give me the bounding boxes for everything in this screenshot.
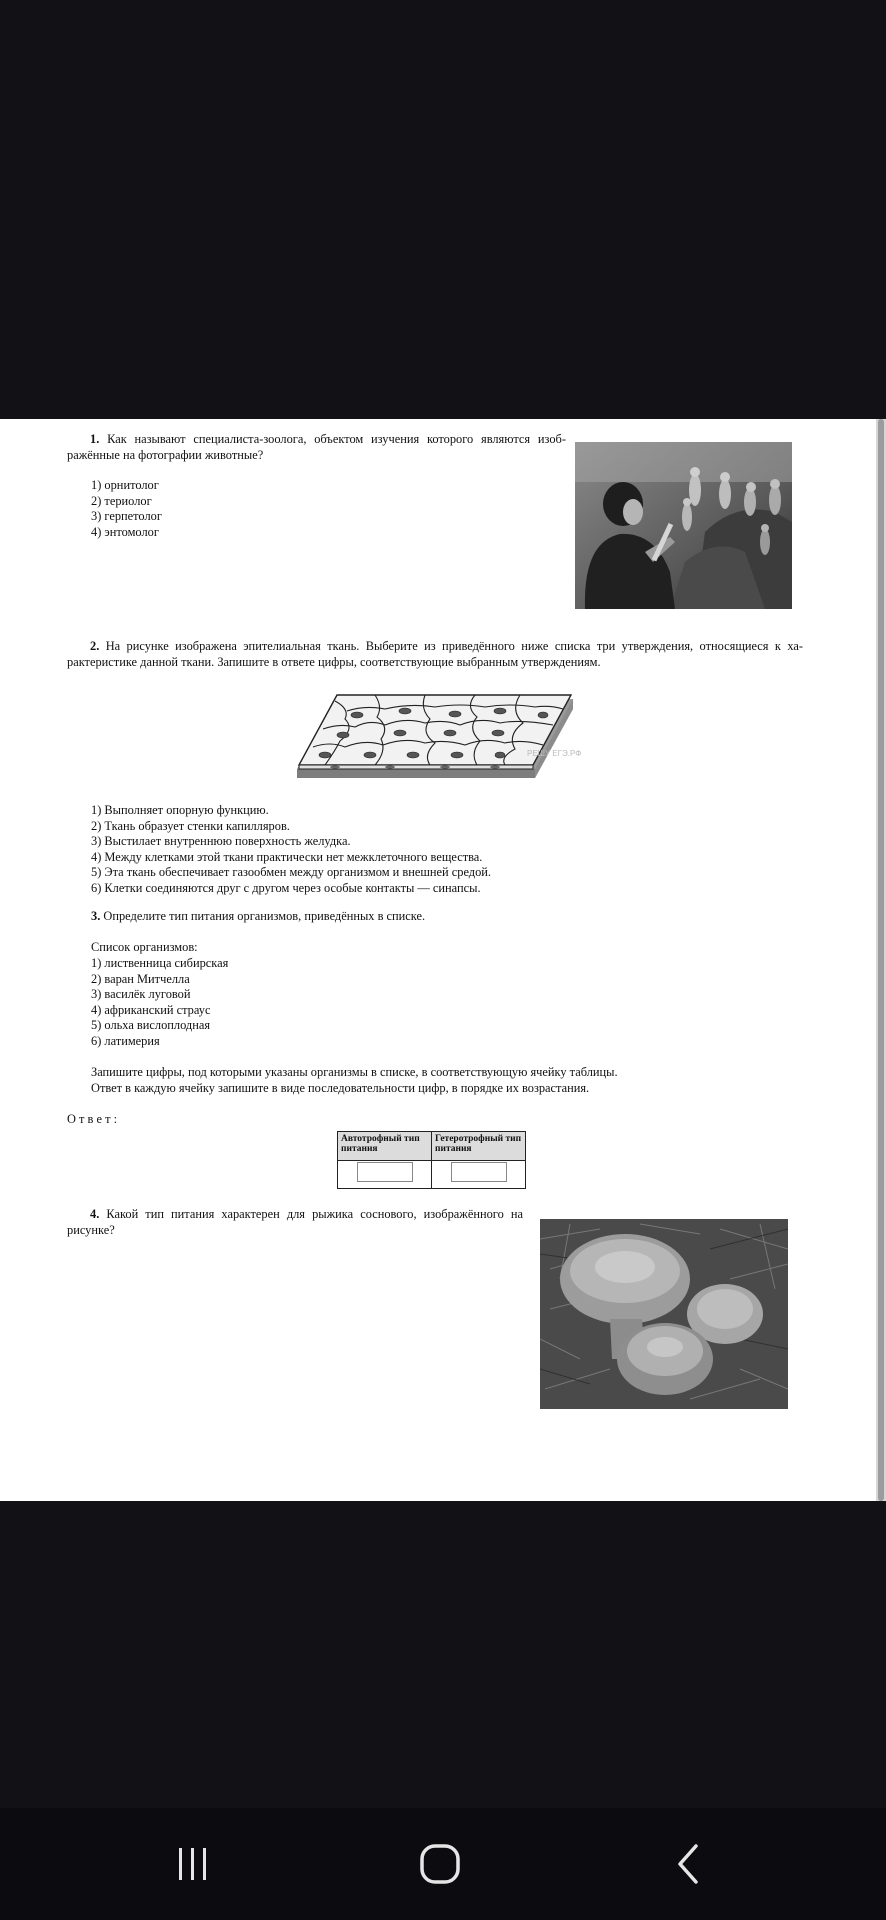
epithelial-tissue-diagram	[295, 689, 585, 779]
question-2-text: 2. На рисунке изображена эпителиальная ткань. Выберите из приведённого ниже списка три утверждения, относящиеся к ха-рактеристике данной ткани. Запишите в ответе цифры, соответствующие выбранным утверждениям.	[67, 639, 803, 669]
question-2-number: 2.	[90, 639, 100, 653]
answer-input-heterotrophic[interactable]	[451, 1162, 507, 1182]
answer-cell-autotrophic	[338, 1161, 432, 1189]
answer-label: О т в е т :	[67, 1112, 118, 1126]
option: 1) орнитолог	[91, 478, 159, 492]
question-3-number: 3.	[91, 909, 101, 923]
list-item: 1) лиственница сибирская	[91, 956, 229, 970]
option: 5) Эта ткань обеспечивает газообмен между организмом и внешней средой.	[91, 865, 492, 880]
table-header-heterotrophic: Гетеротрофный тип питания	[432, 1132, 526, 1161]
scrollbar[interactable]	[876, 419, 886, 1501]
recent-apps-icon	[173, 1844, 213, 1884]
list-item: 4) африканский страус	[91, 1002, 211, 1017]
answer-table	[337, 1131, 526, 1189]
top-dark-area	[0, 0, 886, 419]
scrollbar-thumb[interactable]	[878, 419, 884, 1501]
instruction-line-1: Запишите цифры, под которыми указаны организмы в списке, в соответствующую ячейку таблицы.	[91, 1065, 618, 1079]
mushroom-photo	[540, 1219, 788, 1409]
back-icon	[670, 1844, 710, 1884]
meerkats-photo	[575, 442, 792, 609]
option: 1) Выполняет опорную функцию.	[91, 803, 269, 817]
document-page	[0, 419, 876, 1501]
navigation-bar	[0, 1808, 886, 1920]
answer-cell-heterotrophic	[432, 1161, 526, 1189]
question-2-options	[91, 803, 491, 897]
question-3-text: 3. Определите тип питания организмов, приведённых в списке.	[91, 909, 426, 923]
question-4-number: 4.	[90, 1207, 100, 1221]
answer-input-autotrophic[interactable]	[357, 1162, 413, 1182]
option: 4) Между клетками этой ткани практически нет межклеточного вещества.	[91, 849, 483, 864]
option: 2) териолог	[91, 493, 152, 508]
option: 3) Выстилает внутреннюю поверхность желудка.	[91, 834, 351, 849]
organisms-list	[91, 956, 228, 1050]
question-4-text: 4. Какой тип питания характерен для рыжика соснового, изображённого на рисунке?	[67, 1207, 523, 1237]
back-button[interactable]	[650, 1808, 730, 1920]
recent-apps-button[interactable]	[153, 1808, 233, 1920]
instruction-line-2: Ответ в каждую ячейку запишите в виде последовательности цифр, в порядке их возрастания.	[91, 1081, 590, 1095]
list-item: 5) ольха вислоплодная	[91, 1018, 211, 1033]
organisms-list-title: Список организмов:	[91, 940, 198, 954]
option: 3) герпетолог	[91, 509, 162, 524]
list-item: 2) варан Митчелла	[91, 971, 190, 986]
home-button[interactable]	[400, 1808, 480, 1920]
table-header-autotrophic: Автотрофный тип питания	[338, 1132, 432, 1161]
diagram-watermark: РЕШУ ЕГЭ.РФ	[527, 749, 582, 758]
list-item: 3) василёк луговой	[91, 987, 191, 1002]
list-item: 6) латимерия	[91, 1033, 160, 1048]
option: 6) Клетки соединяются друг с другом через особые контакты — синапсы.	[91, 880, 481, 895]
option: 4) энтомолог	[91, 524, 159, 539]
option: 2) Ткань образует стенки капилляров.	[91, 818, 290, 833]
question-1-text: 1. Как называют специалиста-зоолога, объектом изучения которого являются изоб-ражённые на фотографии животные?	[67, 432, 566, 462]
question-1-options	[91, 478, 162, 540]
question-1-number: 1.	[90, 432, 100, 446]
home-icon	[418, 1842, 462, 1886]
